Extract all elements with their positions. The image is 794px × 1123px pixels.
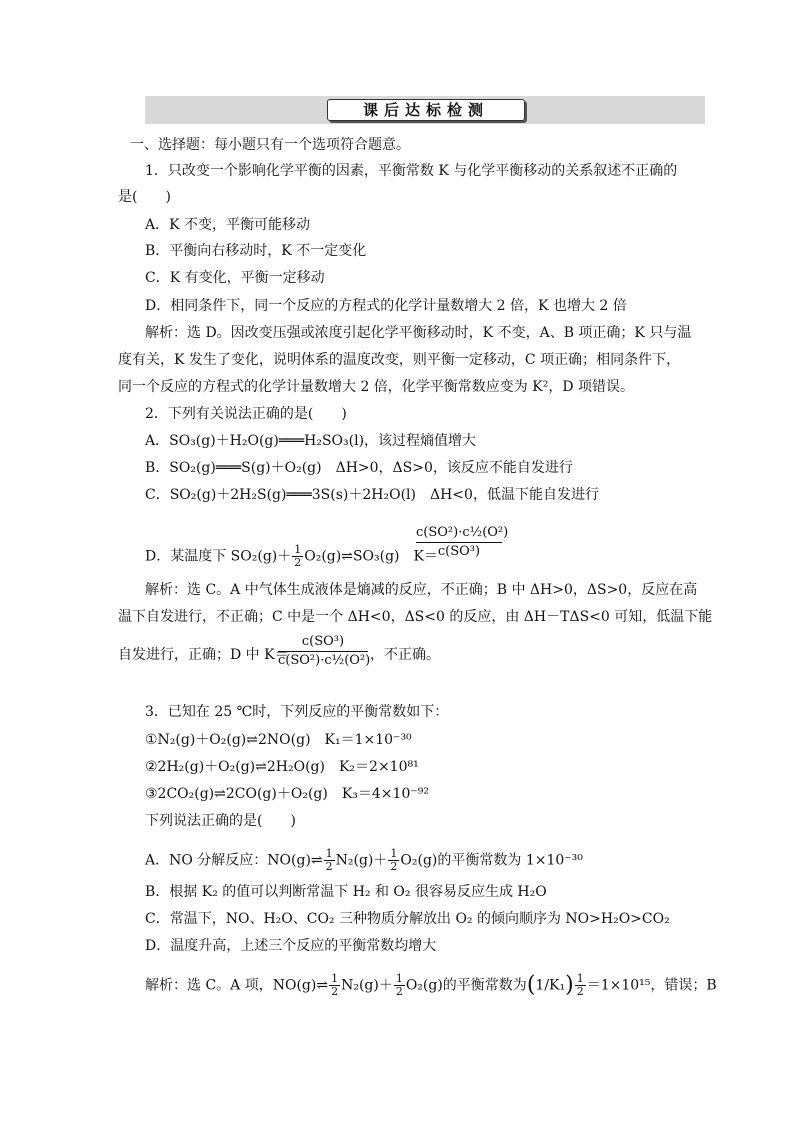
half-exponent [575,973,586,998]
half-num: 1 [390,847,398,860]
q3-ans-mid: N₂(g)＋ [341,977,393,994]
q3-ans-suffix: ＝1×10¹⁵，错误；B [586,977,717,994]
q3-a-suffix: O₂(g)的平衡常数为 1×10⁻³⁰ [400,852,583,869]
q2-d-prefix: D．某温度下 SO₂(g)＋ [145,548,292,565]
q1-answer-line3: 同一个反应的方程式的化学计量数增大 2 倍，化学平衡常数应变为 K²，D 项错误。 [118,379,635,395]
left-paren: ( [526,972,536,998]
q3-ans-prefix: 解析：选 C。A 项，NO(g)⇌ [145,977,329,994]
q2-option-a: A．SO₃(g)＋H₂O(g)═══H₂SO₃(l)，该过程熵值增大 [145,433,477,449]
half-den: 2 [395,985,403,998]
q3-a-prefix: A．NO 分解反应：NO(g)⇌ [145,852,323,869]
q3-answer-line1 [145,973,717,998]
q3-question: 下列说法正确的是( ) [145,813,296,829]
q1-option-c: C．K 有变化，平衡一定移动 [145,270,325,286]
half-den: 2 [576,985,584,998]
q3-option-a [145,848,583,873]
q2-answer-line2: 温下自发进行，不正确；C 中是一个 ΔH<0，ΔS<0 的反应，由 ΔH－TΔS<0 可知，低温下能 [118,609,713,625]
q1-stem-line2: 是( ) [118,189,171,205]
q3-a-mid: N₂(g)＋ [335,852,388,869]
q3-reaction-1: ①N₂(g)＋O₂(g)⇌2NO(g) K₁＝1×10⁻³⁰ [145,732,412,748]
q1-stem-line1: 1．只改变一个影响化学平衡的因素，平衡常数 K 与化学平衡移动的关系叙述不正确的 [145,163,678,179]
q3-option-d: D．温度升高，上述三个反应的平衡常数均增大 [145,938,437,954]
q2-ans3-prefix: 自发进行，正确；D 中 K＝ [118,647,289,663]
q3-reaction-3: ③2CO₂(g)⇌2CO(g)＋O₂(g) K₃＝4×10⁻⁹² [145,786,429,802]
q2-answer-line3 [118,646,289,664]
half-fraction [394,973,405,998]
q3-ans-inner: 1/K₁ [535,977,566,994]
q2-ans-k-fraction [278,633,371,670]
half-num: 1 [331,972,339,985]
q2-d-k-denominator: c(SO³) [437,544,481,559]
half-den: 2 [390,860,398,873]
q2-stem: 2．下列有关说法正确的是( ) [145,406,347,422]
half-den: 2 [331,985,339,998]
q3-option-b: B．根据 K₂ 的值可以判断常温下 H₂ 和 O₂ 很容易反应生成 H₂O [145,884,547,900]
half-num: 1 [395,972,403,985]
q1-option-a: A．K 不变，平衡可能移动 [145,217,311,233]
q2-d-k-numerator: c(SO²)·c½(O²) [416,525,509,540]
q1-option-d: D．相同条件下，同一个反应的方程式的化学计量数增大 2 倍，K 也增大 2 倍 [145,298,627,314]
half-fraction [324,848,335,873]
half-num: 1 [325,847,333,860]
q1-option-b: B．平衡向右移动时，K 不一定变化 [145,243,367,259]
q1-answer-line2: 度有关，K 发生了变化，说明体系的温度改变，则平衡一定移动，C 项正确；相同条件下， [118,352,681,368]
q2-answer-line1: 解析：选 C。A 中气体生成液体是熵减的反应，不正确；B 中 ΔH>0，ΔS>0，反应在高 [145,582,698,598]
section-heading: 一、选择题：每小题只有一个选项符合题意。 [130,137,410,153]
half-den: 2 [325,860,333,873]
q1-answer-line1: 解析：选 D。因改变压强或浓度引起化学平衡移动时，K 不变，A、B 项正确；K 只与温 [145,325,692,341]
half-fraction [292,544,303,569]
q2-d-mid: O₂(g)⇌SO₃(g) K＝ [304,548,438,565]
q2-ans3-suffix: ，不正确。 [370,647,440,663]
section-banner [145,96,705,124]
q3-stem: 3．已知在 25 ℃时，下列反应的平衡常数如下： [145,704,449,720]
q2-option-c: C．SO₂(g)＋2H₂S(g)═══3S(s)＋2H₂O(l) ΔH<0，低温下能自发进行 [145,487,599,503]
q2-option-b: B．SO₂(g)═══S(g)＋O₂(g) ΔH>0，ΔS>0，该反应不能自发进行 [145,460,573,476]
q2-d-k-fraction [416,524,509,561]
q2-ans-k-numerator: c(SO³) [301,634,345,649]
half-fraction [329,973,340,998]
half-num: 1 [294,543,302,556]
q3-option-c: C．常温下，NO、H₂O、CO₂ 三种物质分解放出 O₂ 的倾向顺序为 NO>H₂O>CO₂ [145,911,670,927]
q3-ans-mid2: O₂(g)的平衡常数为 [405,977,527,994]
q2-option-d [145,544,438,569]
half-fraction [388,848,399,873]
right-paren: ) [565,972,574,998]
half-den: 2 [294,556,302,569]
q2-ans-k-denominator: c(SO²)·c½(O²) [278,653,371,668]
q3-reaction-2: ②2H₂(g)＋O₂(g)⇌2H₂O(g) K₂＝2×10⁸¹ [145,759,419,775]
banner-title: 课后达标检测 [327,99,525,121]
half-num: 1 [576,972,584,985]
